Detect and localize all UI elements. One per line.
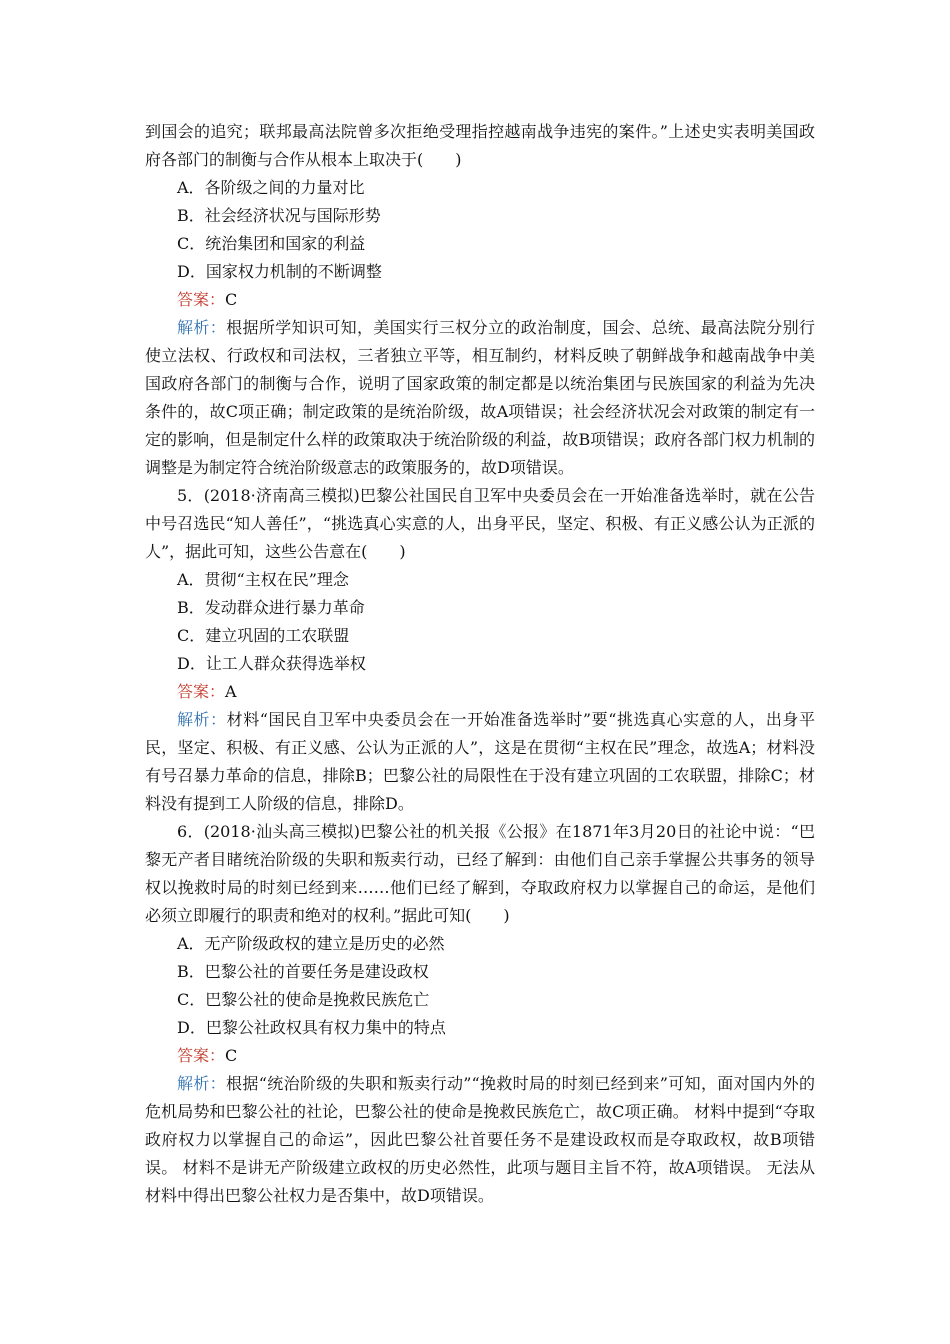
q6-stem: 6．(2018·汕头高三模拟)巴黎公社的机关报《公报》在1871年3月20日的社论中说：“巴黎无产者目睹统治阶级的失职和叛卖行动，已经了解到：由他们自己亲手掌握公共事务的领导权以挽救时局的时刻已经到来……他们已经了解到，夺取政府权力以掌握自己的命运，是他们必须立即履行的职责和绝对的权利。”据此可知( ) [145,822,815,925]
answer-value: C [225,1046,238,1065]
q4-option-d: D．国家权力机制的不断调整 [177,262,382,281]
analysis-text: 根据所学知识可知，美国实行三权分立的政治制度，国会、总统、最高法院分别行使立法权、行政权和司法权，三者独立平等，相互制约，材料反映了朝鲜战争和越南战争中美国政府各部门的制衡与合作，说明了国家政策的制定都是以统治集团与民族国家的利益为先决条件的，故C项正确；制定政策的是统治阶级，故A项错误；社会经济状况会对政策的制定有一定的影响，但是制定什么样的政策取决于统治阶级的利益，故B项错误；政府各部门权力机制的调整是为制定符合统治阶级意志的政策服务的，故D项错误。 [145,318,815,477]
answer-label: 答案： [177,682,226,701]
answer-label: 答案： [177,1046,226,1065]
q4-option-a: A．各阶级之间的力量对比 [177,178,365,197]
q5-option-a: A．贯彻“主权在民”理念 [177,570,349,589]
q5-option-d: D．让工人群众获得选举权 [177,654,366,673]
analysis-label: 解析： [177,318,227,337]
q4-option-c: C．统治集团和国家的利益 [177,234,366,253]
q6-analysis [145,1070,815,1210]
q6-option-d: D．巴黎公社政权具有权力集中的特点 [177,1018,446,1037]
answer-value: C [225,290,238,309]
answer-value: A [225,682,237,701]
q5-analysis [145,706,815,818]
q5-option-b: B．发动群众进行暴力革命 [177,598,365,617]
q5-answer [145,678,815,706]
q4-answer [145,286,815,314]
analysis-text: 根据“统治阶级的失职和叛卖行动”“挽救时局的时刻已经到来”可知，面对国内外的危机局势和巴黎公社的社论，巴黎公社的使命是挽救民族危亡，故C项正确。 材料中提到“夺取政府权力以掌握自己的命运”，因此巴黎公社首要任务不是建设政权而是夺取政权，故B项错误。 材料不是讲无产阶级建立政权的历史必然性，此项与题目主旨不符，故A项错误。 无法从材料中得出巴黎公社权力是否集中，故D项错误。 [145,1074,815,1205]
q6-option-a: A．无产阶级政权的建立是历史的必然 [177,934,445,953]
analysis-label: 解析： [177,710,227,729]
analysis-label: 解析： [177,1074,227,1093]
q6-option-b: B．巴黎公社的首要任务是建设政权 [177,962,429,981]
analysis-text: 材料“国民自卫军中央委员会在一开始准备选举时”要“挑选真心实意的人，出身平民，坚定、积极、有正义感、公认为正派的人”，这是在贯彻“主权在民”理念，故选A；材料没有号召暴力革命的信息，排除B；巴黎公社的局限性在于没有建立巩固的工农联盟，排除C；材料没有提到工人阶级的信息，排除D。 [145,710,815,813]
document-page [145,118,815,1210]
q4-stem: 到国会的追究；联邦最高法院曾多次拒绝受理指控越南战争违宪的案件。”上述史实表明美国政府各部门的制衡与合作从根本上取决于( ) [145,122,815,169]
q5-stem: 5．(2018·济南高三模拟)巴黎公社国民自卫军中央委员会在一开始准备选举时，就在公告中号召选民“知人善任”，“挑选真心实意的人，出身平民，坚定、积极、有正义感公认为正派的人”，据此可知，这些公告意在( ) [145,486,815,561]
answer-label: 答案： [177,290,226,309]
q4-option-b: B．社会经济状况与国际形势 [177,206,381,225]
q5-option-c: C．建立巩固的工农联盟 [177,626,350,645]
q6-option-c: C．巴黎公社的使命是挽救民族危亡 [177,990,430,1009]
q6-answer [145,1042,815,1070]
q4-analysis [145,314,815,482]
